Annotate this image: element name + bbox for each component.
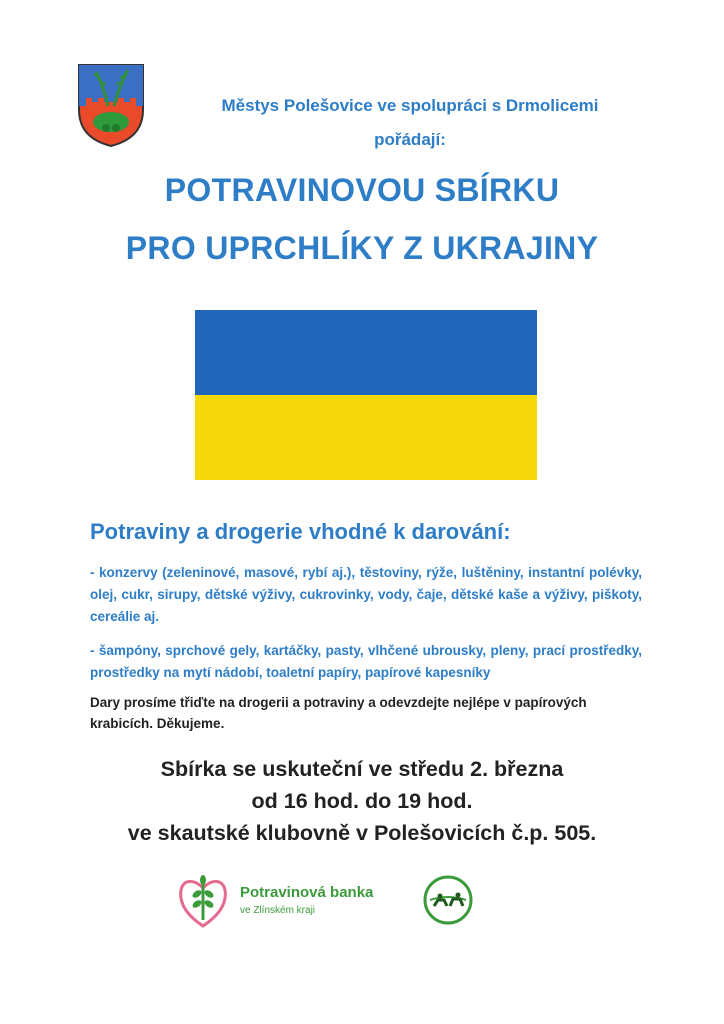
event-location: ve skautské klubovně v Polešovicích č.p. 505. bbox=[127, 821, 597, 845]
donations-heading: Potraviny a drogerie vhodné k darování: bbox=[90, 519, 511, 544]
food-bank-name: Potravinová banka bbox=[240, 884, 374, 901]
headline-line-1: POTRAVINOVOU SBÍRKU bbox=[164, 172, 560, 208]
drugstore-list: - šampóny, sprchové gely, kartáčky, pasty, vlhčené ubrousky, pleny, prací prostředky, prostředky na mytí nádobí, toaletní papíry, papírové kapesníky bbox=[90, 643, 642, 680]
organizer-line: Městys Polešovice ve spolupráci s Drmolicemi bbox=[221, 96, 599, 115]
flag-yellow-stripe bbox=[195, 395, 537, 480]
food-bank-logo-icon bbox=[177, 870, 229, 930]
headline-line-2: PRO UPRCHLÍKY Z UKRAJINY bbox=[125, 230, 599, 266]
ukraine-flag bbox=[195, 310, 537, 480]
coat-of-arms-icon bbox=[76, 62, 146, 148]
event-date: Sbírka se uskuteční ve středu 2. března bbox=[160, 757, 564, 781]
organization-logo-icon bbox=[420, 874, 476, 926]
event-time: od 16 hod. do 19 hod. bbox=[251, 789, 473, 813]
food-bank-region: ve Zlínském kraji bbox=[240, 905, 316, 916]
organizer-line-2: pořádají: bbox=[374, 130, 446, 149]
flag-blue-stripe bbox=[195, 310, 537, 395]
food-list: - konzervy (zeleninové, masové, rybí aj.), těstoviny, rýže, luštěniny, instantní polévky, olej, cukr, sirupy, dětské výživy, cukrovinky, vody, čaje, dětské kaše a výživy, piškoty, cereálie aj. bbox=[90, 565, 642, 624]
sorting-note: Dary prosíme třiďte na drogerii a potraviny a odevzdejte nejlépe v papírových krabicích. Děkujeme. bbox=[90, 695, 587, 731]
